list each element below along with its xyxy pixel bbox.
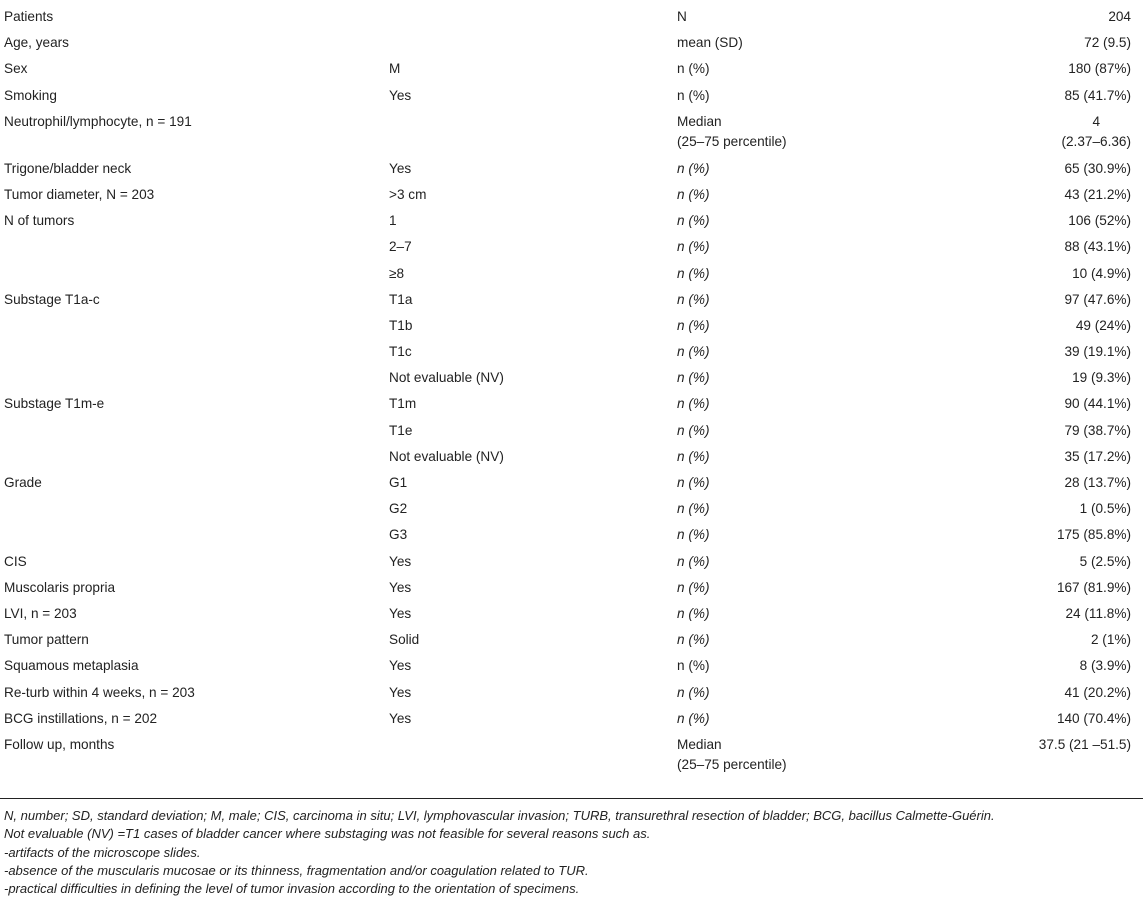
statistic-label: n (%): [677, 658, 710, 674]
statistic-label: Median: [677, 113, 722, 129]
row-label-cell: [0, 447, 389, 473]
statistic-cell: [677, 86, 997, 112]
category-value: G2: [389, 501, 408, 517]
table-row: [0, 342, 1143, 368]
value-wrapper: [1065, 473, 1132, 493]
statistic-cell: [677, 630, 997, 656]
category-cell: [389, 185, 677, 211]
category-value: 1: [389, 213, 397, 229]
statistic-label: n (%): [677, 396, 710, 412]
value-cell: [997, 683, 1143, 709]
statistic-cell: [677, 578, 997, 604]
row-label: Substage T1a-c: [4, 291, 100, 307]
value: 97 (47.6%): [1064, 291, 1131, 307]
row-label: Follow up, months: [4, 736, 115, 752]
value-cell: [997, 525, 1143, 551]
category-cell: [389, 604, 677, 630]
value-wrapper: [1091, 630, 1131, 650]
category-value: Yes: [389, 710, 412, 726]
statistic-label: n (%): [677, 475, 710, 490]
value-wrapper: [1076, 316, 1131, 336]
statistic-cell: [677, 33, 997, 59]
value-wrapper: [1065, 683, 1132, 703]
statistic-cell: [677, 112, 997, 159]
row-label-cell: [0, 578, 389, 604]
category-value: Yes: [389, 658, 412, 674]
category-cell: [389, 33, 677, 59]
row-label-cell: [0, 316, 389, 342]
table-row: [0, 59, 1143, 85]
table-row: [0, 86, 1143, 112]
category-cell: [389, 499, 677, 525]
category-cell: [389, 290, 677, 316]
category-cell: [389, 316, 677, 342]
value: 8 (3.9%): [1079, 658, 1131, 674]
value: 85 (41.7%): [1064, 87, 1131, 103]
row-label-cell: [0, 421, 389, 447]
value-cell: [997, 604, 1143, 630]
row-label: Smoking: [4, 87, 57, 103]
category-value: T1c: [389, 344, 412, 360]
value-wrapper: [1068, 59, 1131, 79]
value-cell: [997, 316, 1143, 342]
category-cell: [389, 578, 677, 604]
table-footnotes: [4, 807, 1134, 898]
row-label: Substage T1m-e: [4, 396, 105, 412]
category-cell: [389, 211, 677, 237]
row-label-cell: [0, 86, 389, 112]
table-row: [0, 368, 1143, 394]
category-cell: [389, 421, 677, 447]
row-label-cell: [0, 656, 389, 682]
category-value: Yes: [389, 579, 412, 595]
statistic-cell: [677, 159, 997, 185]
value-cell: [997, 237, 1143, 263]
value-wrapper: [1072, 368, 1131, 388]
footnote-line: N, number; SD, standard deviation; M, male; CIS, carcinoma in situ; LVI, lymphovascular invasion; TURB, transurethral resection of bladder; BCG, bacillus Calmette-Guérin.: [4, 808, 995, 823]
value-cell: [997, 578, 1143, 604]
value: 65 (30.9%): [1064, 160, 1131, 176]
value: 72 (9.5): [1084, 35, 1131, 51]
value-wrapper: [1108, 7, 1131, 27]
table-row: [0, 185, 1143, 211]
category-cell: [389, 735, 677, 782]
table-row: [0, 630, 1143, 656]
value: 4: [1092, 113, 1101, 129]
value: 35 (17.2%): [1064, 448, 1131, 464]
category-value: G3: [389, 527, 408, 543]
category-cell: [389, 237, 677, 263]
category-value: Not evaluable (NV): [389, 448, 504, 464]
category-cell: [389, 112, 677, 159]
value-wrapper: [1080, 656, 1131, 676]
value-cell: [997, 630, 1143, 656]
row-label: Tumor pattern: [4, 632, 89, 648]
statistic-cell: [677, 264, 997, 290]
row-label: Sex: [4, 61, 28, 77]
value-wrapper: [1084, 33, 1131, 53]
value: 204: [1108, 9, 1131, 24]
category-cell: [389, 368, 677, 394]
table-row: [0, 552, 1143, 578]
row-label-cell: [0, 7, 389, 33]
value-cell: [997, 656, 1143, 682]
table-row: [0, 290, 1143, 316]
category-value: Yes: [389, 605, 412, 621]
category-value: Solid: [389, 632, 420, 648]
category-value: 2–7: [389, 239, 412, 255]
statistic-label: mean (SD): [677, 35, 743, 51]
value: 49 (24%): [1075, 317, 1131, 333]
category-value: M: [389, 61, 401, 77]
value-wrapper: [1065, 394, 1132, 414]
statistic-label: n (%): [677, 710, 710, 726]
table-row: [0, 421, 1143, 447]
value-cell: [997, 264, 1143, 290]
table-row: [0, 447, 1143, 473]
row-label-cell: [0, 473, 389, 499]
table-row: [0, 473, 1143, 499]
table-row: [0, 7, 1143, 33]
row-label-cell: [0, 237, 389, 263]
footnote-line: -absence of the muscularis mucosae or its thinness, fragmentation and/or coagulation related to TUR.: [4, 862, 589, 878]
row-label: BCG instillations, n = 202: [4, 710, 158, 726]
statistic-label: n (%): [677, 213, 710, 229]
value: 2 (1%): [1090, 632, 1131, 648]
footnote-line: -practical difficulties in defining the level of tumor invasion according to the orientation of specimens.: [4, 881, 580, 897]
statistic-label: n (%): [677, 317, 710, 333]
row-label-cell: [0, 604, 389, 630]
statistic-cell: [677, 394, 997, 420]
value-wrapper: [1057, 578, 1131, 598]
value-wrapper: [1072, 264, 1131, 284]
statistic-label: n (%): [677, 579, 710, 595]
statistic-label: n (%): [677, 605, 710, 621]
row-label-cell: [0, 630, 389, 656]
value: 19 (9.3%): [1072, 370, 1131, 386]
value-cell: [997, 33, 1143, 59]
row-label: N of tumors: [4, 213, 75, 229]
row-label: Neutrophil/lymphocyte, n = 191: [4, 113, 192, 129]
value: 175 (85.8%): [1056, 527, 1131, 543]
table-body: [0, 7, 1143, 782]
statistic-cell: [677, 499, 997, 525]
statistic-label: n (%): [677, 370, 710, 386]
category-value: T1b: [389, 317, 413, 333]
value-cell: [997, 499, 1143, 525]
value: 24 (11.8%): [1065, 605, 1131, 621]
statistic-cell: [677, 656, 997, 682]
category-cell: [389, 7, 677, 33]
value: 41 (20.2%): [1064, 684, 1131, 700]
value-cell: [997, 447, 1143, 473]
statistic-cell: [677, 316, 997, 342]
statistic-label: n (%): [677, 501, 710, 517]
row-label: CIS: [4, 553, 27, 569]
value: 5 (2.5%): [1079, 553, 1131, 569]
row-label-cell: [0, 499, 389, 525]
statistic-cell: [677, 421, 997, 447]
row-label: LVI, n = 203: [4, 605, 77, 621]
value-wrapper: [1065, 421, 1132, 441]
category-cell: [389, 656, 677, 682]
category-cell: [389, 473, 677, 499]
value-wrapper: [1057, 709, 1131, 729]
row-label-cell: [0, 342, 389, 368]
category-value: Not evaluable (NV): [389, 370, 504, 386]
statistic-label: n (%): [677, 239, 710, 255]
table-row: [0, 237, 1143, 263]
value-wrapper: [1068, 211, 1131, 231]
statistic-label: n (%): [677, 265, 710, 281]
value-cell: [997, 59, 1143, 85]
statistic-label: n (%): [677, 291, 710, 307]
statistic-label: n (%): [677, 632, 710, 648]
category-cell: [389, 394, 677, 420]
category-value: ≥8: [389, 265, 405, 281]
value-cell: [997, 473, 1143, 499]
table-row: [0, 211, 1143, 237]
value: 140 (70.4%): [1056, 710, 1131, 726]
value-cell: [997, 709, 1143, 735]
value: 28 (13.7%): [1064, 475, 1131, 490]
value: 79 (38.7%): [1064, 422, 1131, 438]
row-label-cell: [0, 525, 389, 551]
value-cell: [997, 159, 1143, 185]
statistic-cell: [677, 447, 997, 473]
statistic-label: n (%): [677, 553, 710, 569]
row-label: Age, years: [4, 35, 69, 51]
row-label-cell: [0, 683, 389, 709]
value-cell: [997, 368, 1143, 394]
row-label-cell: [0, 159, 389, 185]
statistic-cell: [677, 59, 997, 85]
category-cell: [389, 709, 677, 735]
table-row: [0, 709, 1143, 735]
table-row: [0, 525, 1143, 551]
value-wrapper: [1065, 290, 1132, 310]
value-wrapper: [1065, 185, 1132, 205]
statistic-cell: [677, 552, 997, 578]
category-cell: [389, 683, 677, 709]
table-row: [0, 656, 1143, 682]
category-value: >3 cm: [389, 186, 427, 202]
statistic-label: n (%): [677, 186, 710, 202]
statistic-cell: [677, 237, 997, 263]
category-cell: [389, 630, 677, 656]
value: 106 (52%): [1068, 213, 1131, 229]
category-cell: [389, 86, 677, 112]
footnote-line: Not evaluable (NV) =T1 cases of bladder cancer where substaging was not feasible for several reasons such as.: [4, 826, 651, 842]
value-cell: [997, 552, 1143, 578]
row-label-cell: [0, 709, 389, 735]
statistic-cell: [677, 604, 997, 630]
value: 167 (81.9%): [1056, 579, 1131, 595]
value: 43 (21.2%): [1064, 186, 1131, 202]
table-row: [0, 112, 1143, 159]
value: 39 (19.1%): [1064, 344, 1131, 360]
row-label-cell: [0, 735, 389, 782]
category-cell: [389, 159, 677, 185]
table-row: [0, 264, 1143, 290]
row-label-cell: [0, 290, 389, 316]
category-cell: [389, 525, 677, 551]
row-label-cell: [0, 368, 389, 394]
value-cell: [997, 7, 1143, 33]
statistic-label: n (%): [677, 160, 710, 176]
category-value: Yes: [389, 87, 412, 103]
statistic-cell: [677, 683, 997, 709]
table-row: [0, 159, 1143, 185]
row-label-cell: [0, 552, 389, 578]
category-value: Yes: [389, 553, 412, 569]
statistic-cell: [677, 709, 997, 735]
row-label: Grade: [4, 475, 42, 490]
table-row: [0, 499, 1143, 525]
statistic-label: n (%): [677, 344, 710, 360]
row-label-cell: [0, 112, 389, 159]
statistic-label: n (%): [677, 448, 710, 464]
row-label: Tumor diameter, N = 203: [4, 186, 155, 202]
statistic-cell: [677, 211, 997, 237]
value: 180 (87%): [1068, 61, 1131, 77]
category-value: G1: [389, 475, 408, 490]
value-wrapper: [1080, 552, 1131, 572]
value-wrapper: [1065, 159, 1132, 179]
value-cell: [997, 185, 1143, 211]
table-row: [0, 316, 1143, 342]
row-label-cell: [0, 185, 389, 211]
statistic-cell: [677, 7, 997, 33]
statistic-cell: [677, 185, 997, 211]
table-row: [0, 604, 1143, 630]
category-value: Yes: [389, 160, 412, 176]
row-label-cell: [0, 33, 389, 59]
category-cell: [389, 59, 677, 85]
value: 37.5 (21 –51.5): [1038, 736, 1131, 752]
value-cell: [997, 394, 1143, 420]
value-wrapper: [1065, 447, 1132, 467]
category-value: Yes: [389, 684, 412, 700]
statistic-sublabel: (25–75 percentile): [677, 756, 787, 772]
statistic-label: n (%): [677, 422, 710, 438]
value-wrapper: [1080, 499, 1131, 519]
value-cell: [997, 211, 1143, 237]
table-row: [0, 578, 1143, 604]
statistic-label: n (%): [677, 61, 710, 77]
statistic-cell: [677, 342, 997, 368]
footnote-line: -artifacts of the microscope slides.: [4, 844, 201, 860]
statistic-cell: [677, 525, 997, 551]
value: 90 (44.1%): [1064, 396, 1131, 412]
table-row: [0, 394, 1143, 420]
statistic-label: n (%): [677, 684, 710, 700]
category-value: T1m: [389, 396, 417, 412]
value-cell: [997, 342, 1143, 368]
value-cell: [997, 290, 1143, 316]
value: 1 (0.5%): [1079, 501, 1131, 517]
patient-characteristics-table: [0, 7, 1143, 782]
row-label-cell: [0, 211, 389, 237]
value-cell: [997, 421, 1143, 447]
value-wrapper: [1065, 342, 1132, 362]
category-value: T1a: [389, 291, 413, 307]
row-label: Re-turb within 4 weeks, n = 203: [4, 684, 195, 700]
value-cell: [997, 112, 1143, 159]
row-label: Muscolaris propria: [4, 579, 116, 595]
statistic-label: n (%): [677, 87, 710, 103]
table-row: [0, 33, 1143, 59]
statistic-label: N: [677, 9, 687, 24]
value-wrapper: [1066, 604, 1132, 624]
statistic-cell: [677, 368, 997, 394]
row-label: Trigone/bladder neck: [4, 160, 132, 176]
statistic-cell: [677, 735, 997, 782]
statistic-cell: [677, 473, 997, 499]
value-cell: [997, 735, 1143, 782]
category-value: T1e: [389, 422, 413, 438]
value-wrapper: [1061, 112, 1131, 152]
value-wrapper: [1065, 86, 1132, 106]
row-label-cell: [0, 394, 389, 420]
category-cell: [389, 552, 677, 578]
table-bottom-rule: [0, 798, 1143, 799]
value: 88 (43.1%): [1064, 239, 1131, 255]
statistic-sublabel: (25–75 percentile): [677, 133, 787, 149]
statistic-label: Median: [677, 736, 722, 752]
value-cell: [997, 86, 1143, 112]
category-cell: [389, 447, 677, 473]
table-row: [0, 683, 1143, 709]
row-label: Patients: [4, 9, 54, 24]
category-cell: [389, 264, 677, 290]
statistic-label: n (%): [677, 527, 710, 543]
value-wrapper: [1057, 525, 1131, 545]
statistic-cell: [677, 290, 997, 316]
value: 10 (4.9%): [1072, 265, 1131, 281]
value-wrapper: [1039, 735, 1131, 755]
table-row: [0, 735, 1143, 782]
row-label-cell: [0, 264, 389, 290]
value-range: (2.37–6.36): [1061, 133, 1131, 149]
value-wrapper: [1065, 237, 1132, 257]
row-label: Squamous metaplasia: [4, 658, 139, 674]
row-label-cell: [0, 59, 389, 85]
category-cell: [389, 342, 677, 368]
